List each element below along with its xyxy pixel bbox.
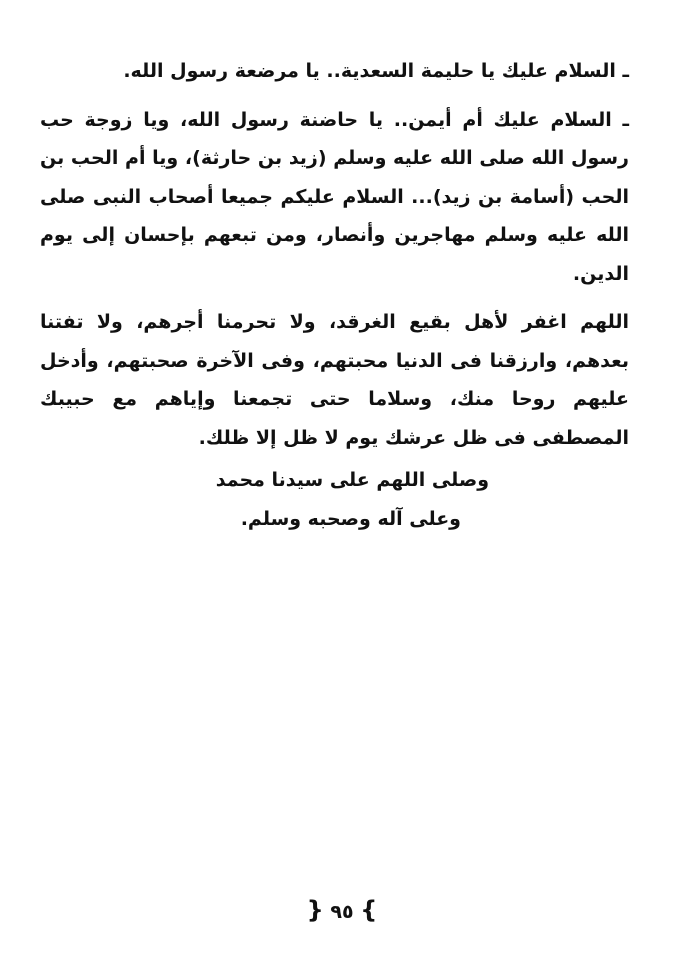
- closing-line-1: وصلى اللهم على سيدنا محمد: [215, 469, 489, 491]
- page-number: ٩٥: [330, 901, 354, 923]
- page-body: [40, 52, 629, 538]
- greeting-halima-paragraph: ـ السلام عليك يا حليمة السعدية.. يا مرضعة رسول الله.: [123, 60, 629, 82]
- supplication-paragraph: اللهم اغفر لأهل بقيع الغرقد، ولا تحرمنا أجرهم، ولا تفتنا بعدهم، وارزقنا فى الدنيا محبتهم، وفى الآخرة صحبتهم، وأدخل عليهم روحا منك، وسلاما حتى تجمعنا وإياهم مع حبيبك المصطفى فى ظل عرشك يوم لا ظل إلا ظلك.: [40, 311, 629, 449]
- page-number-footer: [0, 896, 684, 924]
- brace-close: {: [306, 896, 324, 924]
- closing-line-2: وعلى آله وصحبه وسلم.: [240, 507, 461, 530]
- brace-open: }: [360, 896, 378, 924]
- greeting-umm-ayman-paragraph: ـ السلام عليك أم أيمن.. يا حاضنة رسول الله، ويا زوجة حب رسول الله صلى الله عليه وسلم (زيد بن حارثة)، ويا أم الحب بن الحب (أسامة بن زيد)... السلام عليكم جميعا أصحاب النبى صلى الله عليه وسلم مهاجرين وأنصار، ومن تبعهم بإحسان إلى يوم الدين.: [40, 108, 629, 285]
- closing-prayer: [40, 461, 629, 538]
